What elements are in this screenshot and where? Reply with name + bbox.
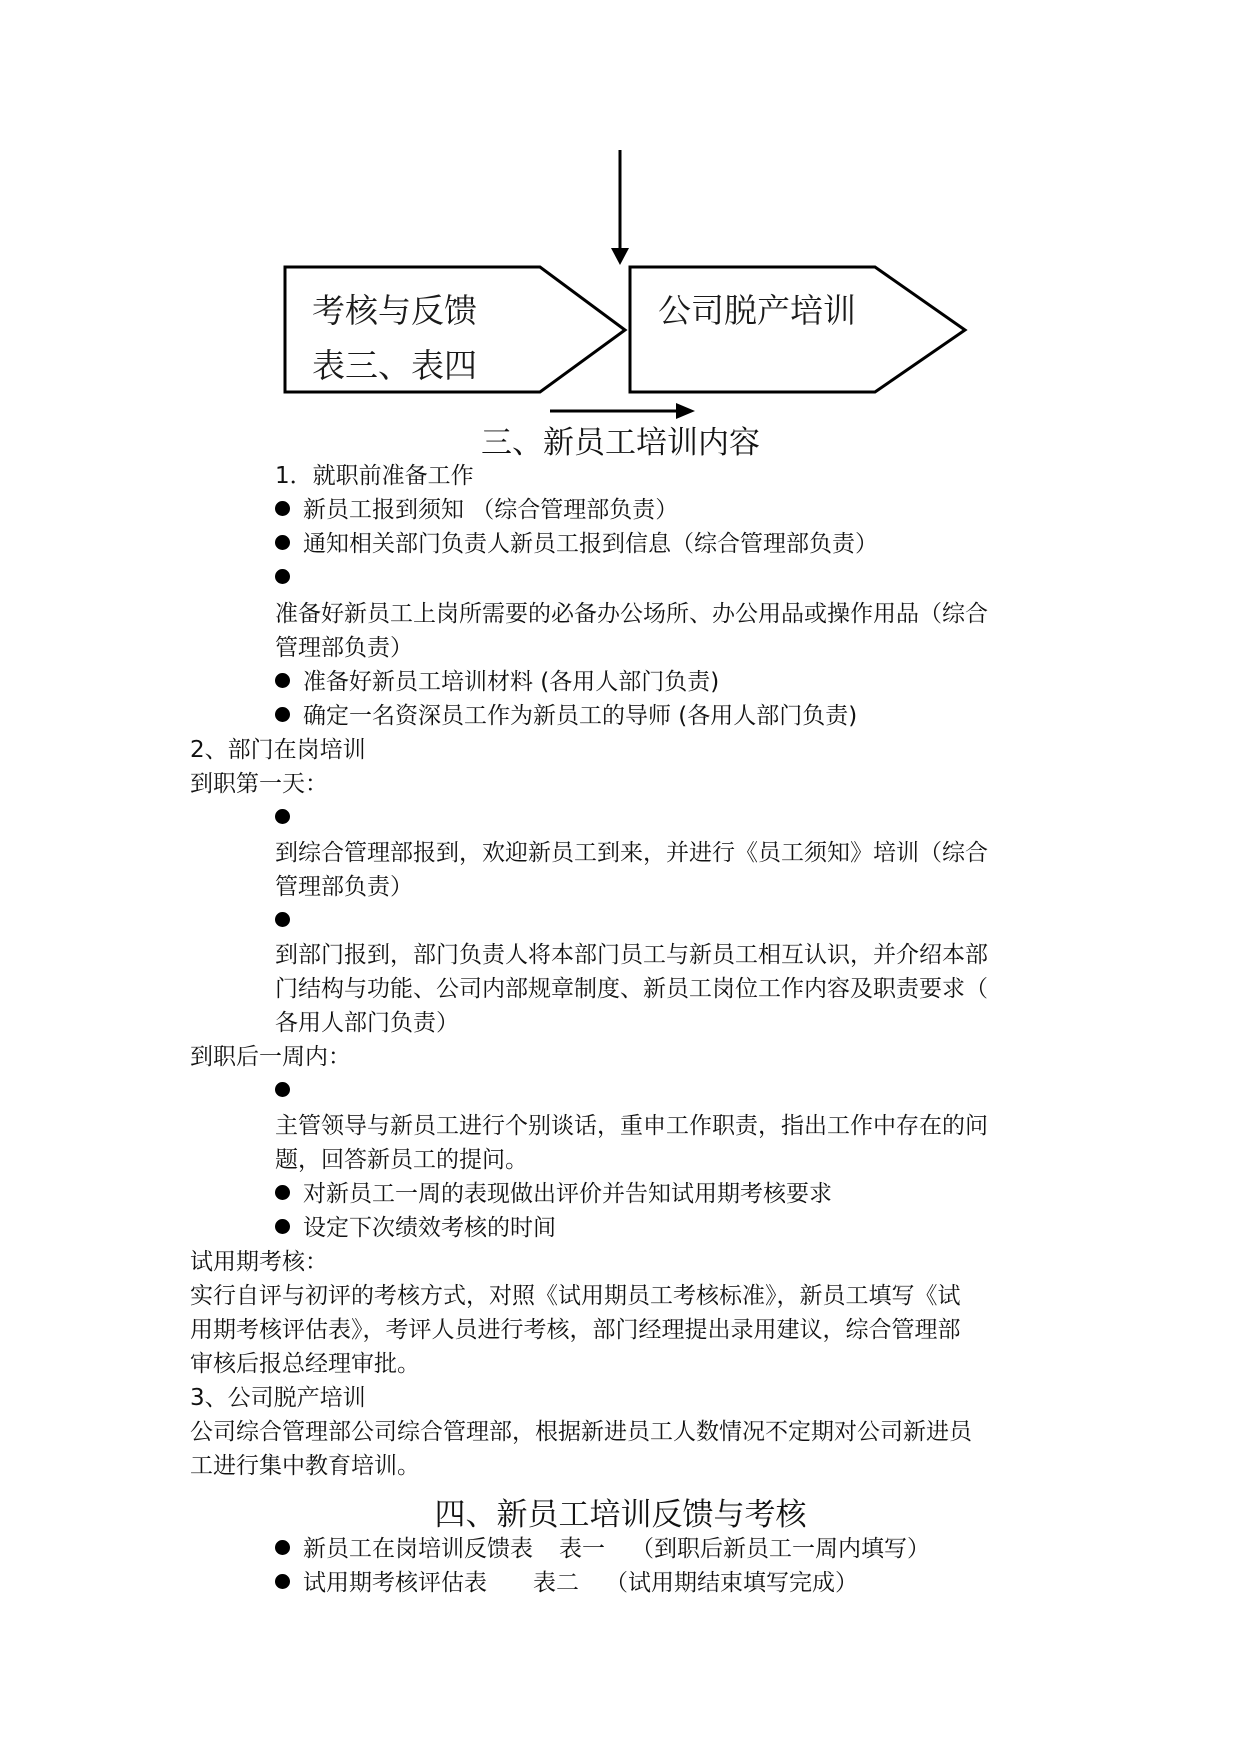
probation-label: 试用期考核： xyxy=(190,1249,328,1275)
flow-diagram-shapes xyxy=(0,0,1241,420)
list-item-text: 门结构与功能、公司内部规章制度、新员工岗位工作内容及职责要求（ xyxy=(275,976,988,1002)
item1-heading: 1．就职前准备工作 xyxy=(275,463,474,489)
bullet-icon xyxy=(275,1082,290,1097)
form-table-label: 表二 xyxy=(533,1570,579,1596)
list-item xyxy=(275,699,857,733)
form-name: 新员工在岗培训反馈表 xyxy=(303,1536,533,1562)
list-item xyxy=(275,1074,303,1108)
bullet-icon xyxy=(275,707,290,722)
list-item xyxy=(275,493,678,527)
bullet-icon xyxy=(275,673,290,688)
bullet-icon xyxy=(275,912,290,927)
left-box-line1: 考核与反馈 xyxy=(312,291,477,330)
item3-text-line: 公司综合管理部公司综合管理部，根据新进员工人数情况不定期对公司新进员 xyxy=(190,1419,972,1445)
list-item-text: 管理部负责） xyxy=(275,874,413,900)
item3-text-line: 工进行集中教育培训。 xyxy=(190,1453,420,1479)
list-item xyxy=(275,1177,832,1211)
probation-text-line: 用期考核评估表》，考评人员进行考核，部门经理提出录用建议，综合管理部 xyxy=(190,1317,961,1343)
bullet-icon xyxy=(275,501,290,516)
list-item xyxy=(275,801,303,835)
section3-title: 三、新员工培训内容 xyxy=(481,425,760,461)
list-item-text: 新员工报到须知 （综合管理部负责） xyxy=(303,497,679,523)
bullet-icon xyxy=(275,1219,290,1234)
day1-label: 到职第一天： xyxy=(190,771,328,797)
form-note: （试用期结束填写完成） xyxy=(605,1570,858,1596)
bullet-icon xyxy=(275,535,290,550)
list-item xyxy=(275,1532,930,1566)
item3-heading: 3、公司脱产培训 xyxy=(190,1385,366,1411)
list-item-text: 对新员工一周的表现做出评价并告知试用期考核要求 xyxy=(303,1181,832,1207)
list-item-text: 题，回答新员工的提问。 xyxy=(275,1147,528,1173)
bullet-icon xyxy=(275,1574,290,1589)
bullet-icon xyxy=(275,569,290,584)
list-item xyxy=(275,665,719,699)
list-item-text: 到综合管理部报到，欢迎新员工到来，并进行《员工须知》培训（综合 xyxy=(275,840,988,866)
probation-text-line: 实行自评与初评的考核方式，对照《试用期员工考核标准》，新员工填写《试 xyxy=(190,1283,961,1309)
list-item xyxy=(275,527,878,561)
probation-text-line: 审核后报总经理审批。 xyxy=(190,1351,420,1377)
form-note: （到职后新员工一周内填写） xyxy=(631,1536,930,1562)
list-item xyxy=(275,1211,556,1245)
form-table-label: 表一 xyxy=(559,1536,605,1562)
list-item xyxy=(275,904,303,938)
list-item xyxy=(275,561,303,595)
bullet-icon xyxy=(275,809,290,824)
bullet-icon xyxy=(275,1185,290,1200)
list-item-text: 准备好新员工培训材料 (各用人部门负责) xyxy=(303,669,720,695)
flow-diagram xyxy=(0,0,1241,420)
list-item-text: 各用人部门负责） xyxy=(275,1010,459,1036)
week1-label: 到职后一周内： xyxy=(190,1044,351,1070)
list-item-text: 设定下次绩效考核的时间 xyxy=(303,1215,556,1241)
list-item-text: 通知相关部门负责人新员工报到信息（综合管理部负责） xyxy=(303,531,878,557)
list-item-text: 管理部负责） xyxy=(275,635,413,661)
right-box-line1: 公司脱产培训 xyxy=(658,291,856,330)
list-item-text: 到部门报到，部门负责人将本部门员工与新员工相互认识，并介绍本部 xyxy=(275,942,988,968)
list-item-text: 主管领导与新员工进行个别谈话，重申工作职责，指出工作中存在的问 xyxy=(275,1113,988,1139)
left-box-line2: 表三、表四 xyxy=(312,346,477,385)
item2-heading: 2、部门在岗培训 xyxy=(190,737,366,763)
list-item-text: 准备好新员工上岗所需要的必备办公场所、办公用品或操作用品（综合 xyxy=(275,601,988,627)
list-item xyxy=(275,1566,858,1600)
bullet-icon xyxy=(275,1540,290,1555)
section4-title: 四、新员工培训反馈与考核 xyxy=(434,1497,807,1533)
form-name: 试用期考核评估表 xyxy=(303,1570,487,1596)
list-item-text: 确定一名资深员工作为新员工的导师 (各用人部门负责) xyxy=(303,703,858,729)
